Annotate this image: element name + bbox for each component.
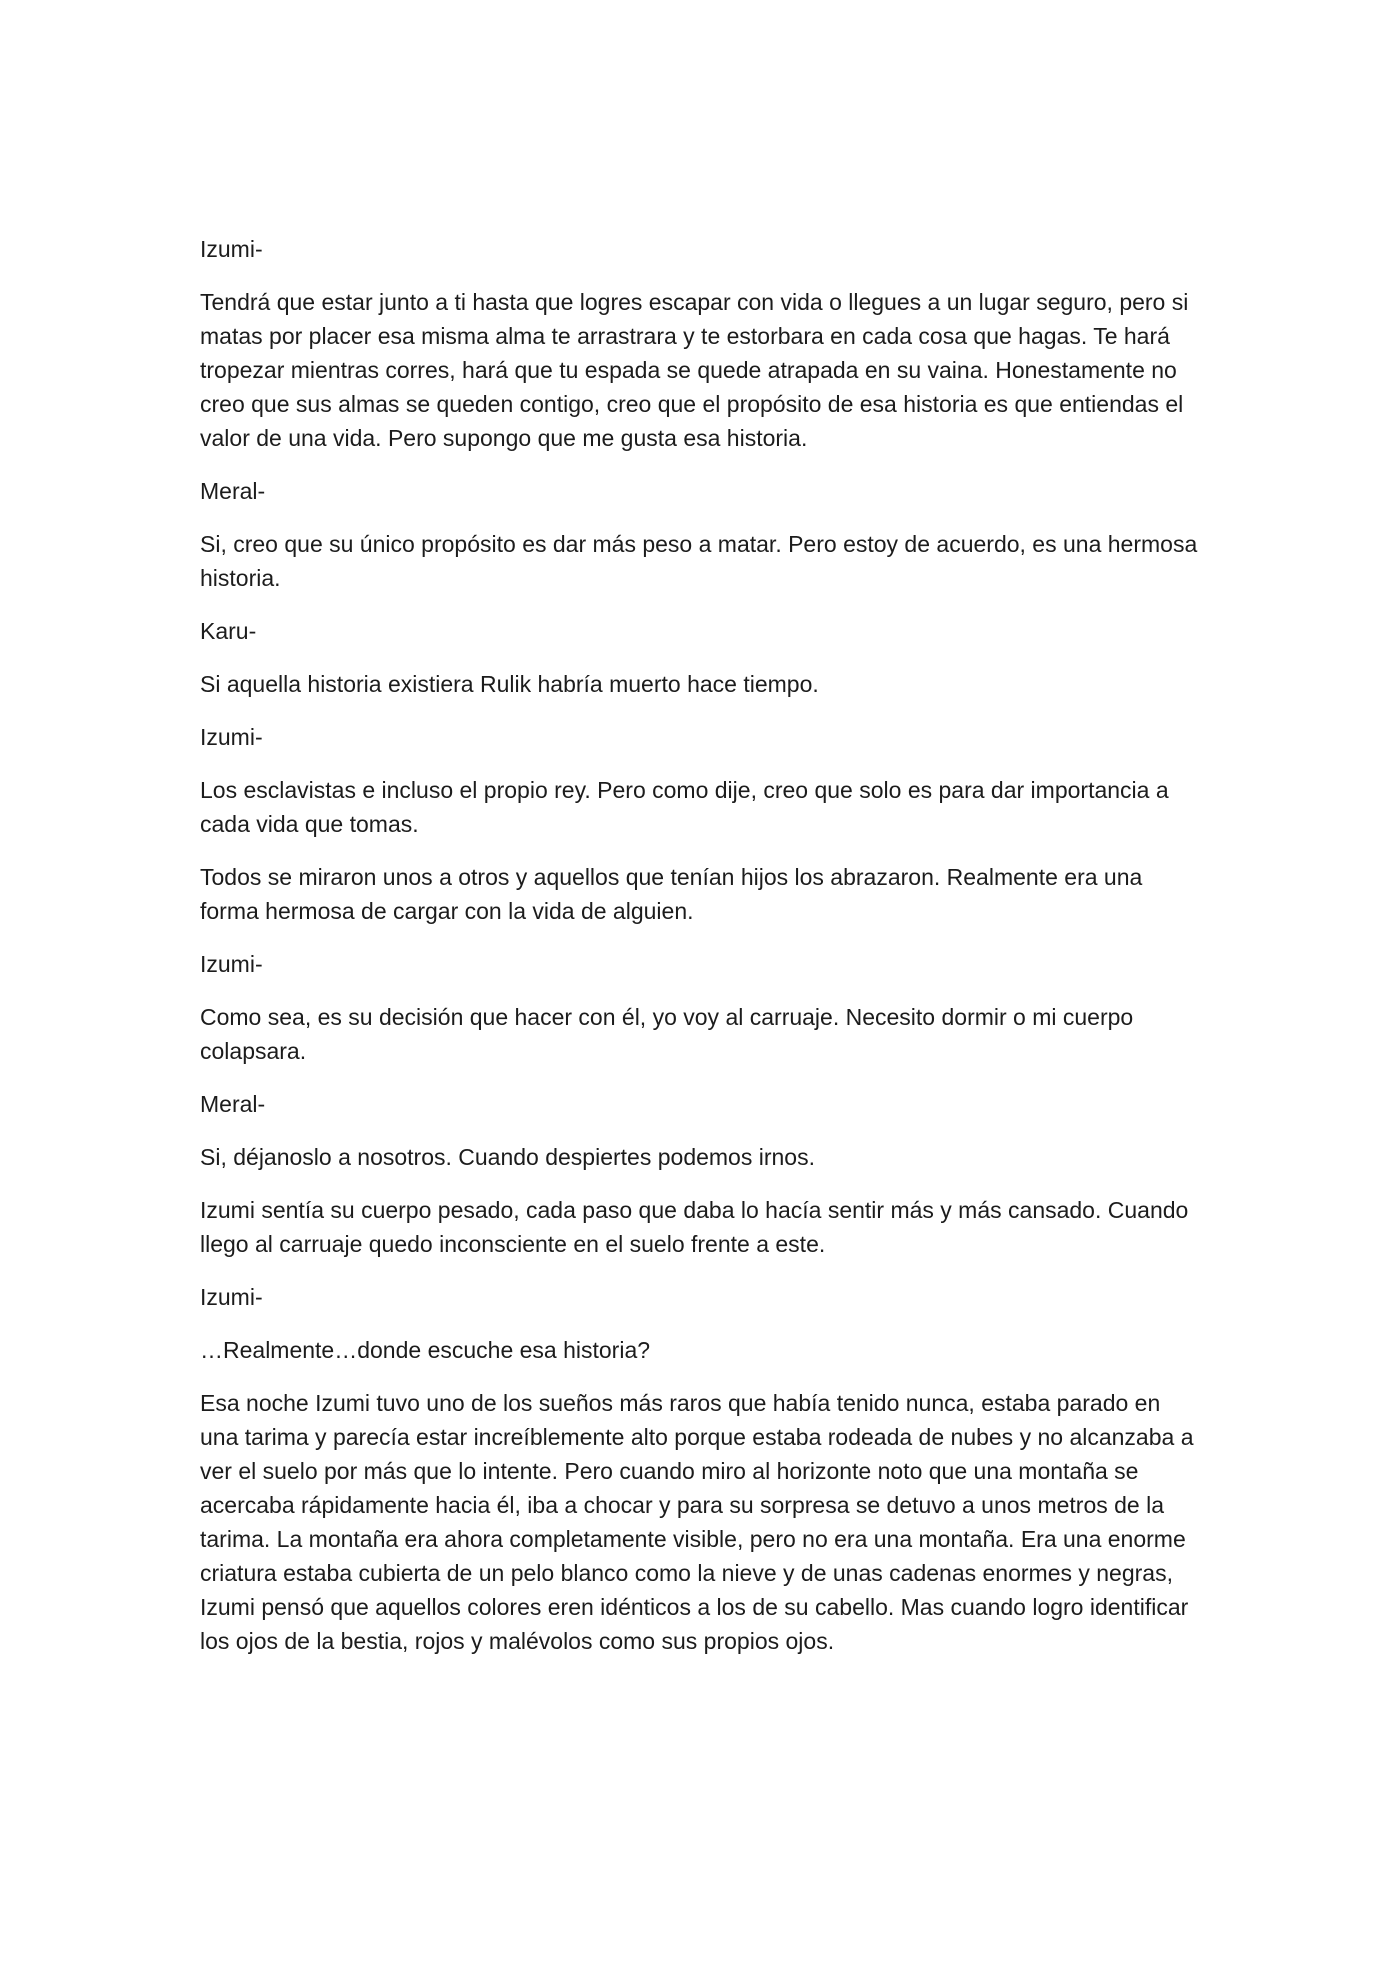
- speaker-label: Izumi-: [200, 724, 263, 750]
- speaker-label: Izumi-: [200, 951, 263, 977]
- narration-paragraph: Esa noche Izumi tuvo uno de los sueños más raros que había tenido nunca, estaba parado en una tarima y parecía estar increíblemente alto porque estaba rodeada de nubes y no alcanzaba a ver el suelo por más que lo intente. Pero cuando miro al horizonte noto que una montaña se acercaba rápidamente hacia él, iba a chocar y para su sorpresa se detuvo a unos metros de la tarima. La montaña era ahora completamente visible, pero no era una montaña. Era una enorme criatura estaba cubierta de un pelo blanco como la nieve y de unas cadenas enormes y negras, Izumi pensó que aquellos colores eren idénticos a los de su cabello. Mas cuando logro identificar los ojos de la bestia, rojos y malévolos como sus propios ojos.: [200, 1390, 1194, 1654]
- dialogue-paragraph: Si, creo que su único propósito es dar más peso a matar. Pero estoy de acuerdo, es una hermosa historia.: [200, 531, 1198, 591]
- speaker-label: Izumi-: [200, 1284, 263, 1310]
- speaker-label: Izumi-: [200, 236, 263, 262]
- dialogue-paragraph: Los esclavistas e incluso el propio rey. Pero como dije, creo que solo es para dar importancia a cada vida que tomas.: [200, 777, 1169, 837]
- narration-paragraph: Todos se miraron unos a otros y aquellos que tenían hijos los abrazaron. Realmente era una forma hermosa de cargar con la vida de alguien.: [200, 864, 1143, 924]
- speaker-label: Meral-: [200, 478, 266, 504]
- dialogue-paragraph: Como sea, es su decisión que hacer con él, yo voy al carruaje. Necesito dormir o mi cuerpo colapsara.: [200, 1004, 1134, 1064]
- speaker-label: Meral-: [200, 1091, 266, 1117]
- dialogue-paragraph: Si aquella historia existiera Rulik habría muerto hace tiempo.: [200, 671, 819, 697]
- dialogue-paragraph: …Realmente…donde escuche esa historia?: [200, 1337, 651, 1363]
- dialogue-paragraph: Si, déjanoslo a nosotros. Cuando despiertes podemos irnos.: [200, 1144, 815, 1170]
- dialogue-paragraph: Tendrá que estar junto a ti hasta que logres escapar con vida o llegues a un lugar seguro, pero si matas por placer esa misma alma te arrastrara y te estorbara en cada cosa que hagas. Te hará tropezar mientras corres, hará que tu espada se quede atrapada en su vaina. Honestamente no creo que sus almas se queden contigo, creo que el propósito de esa historia es que entiendas el valor de una vida. Pero supongo que me gusta esa historia.: [200, 289, 1189, 451]
- narration-paragraph: Izumi sentía su cuerpo pesado, cada paso que daba lo hacía sentir más y más cansado. Cuando llego al carruaje quedo inconsciente en el suelo frente a este.: [200, 1197, 1189, 1257]
- document-body: [200, 232, 1200, 1677]
- speaker-label: Karu-: [200, 618, 257, 644]
